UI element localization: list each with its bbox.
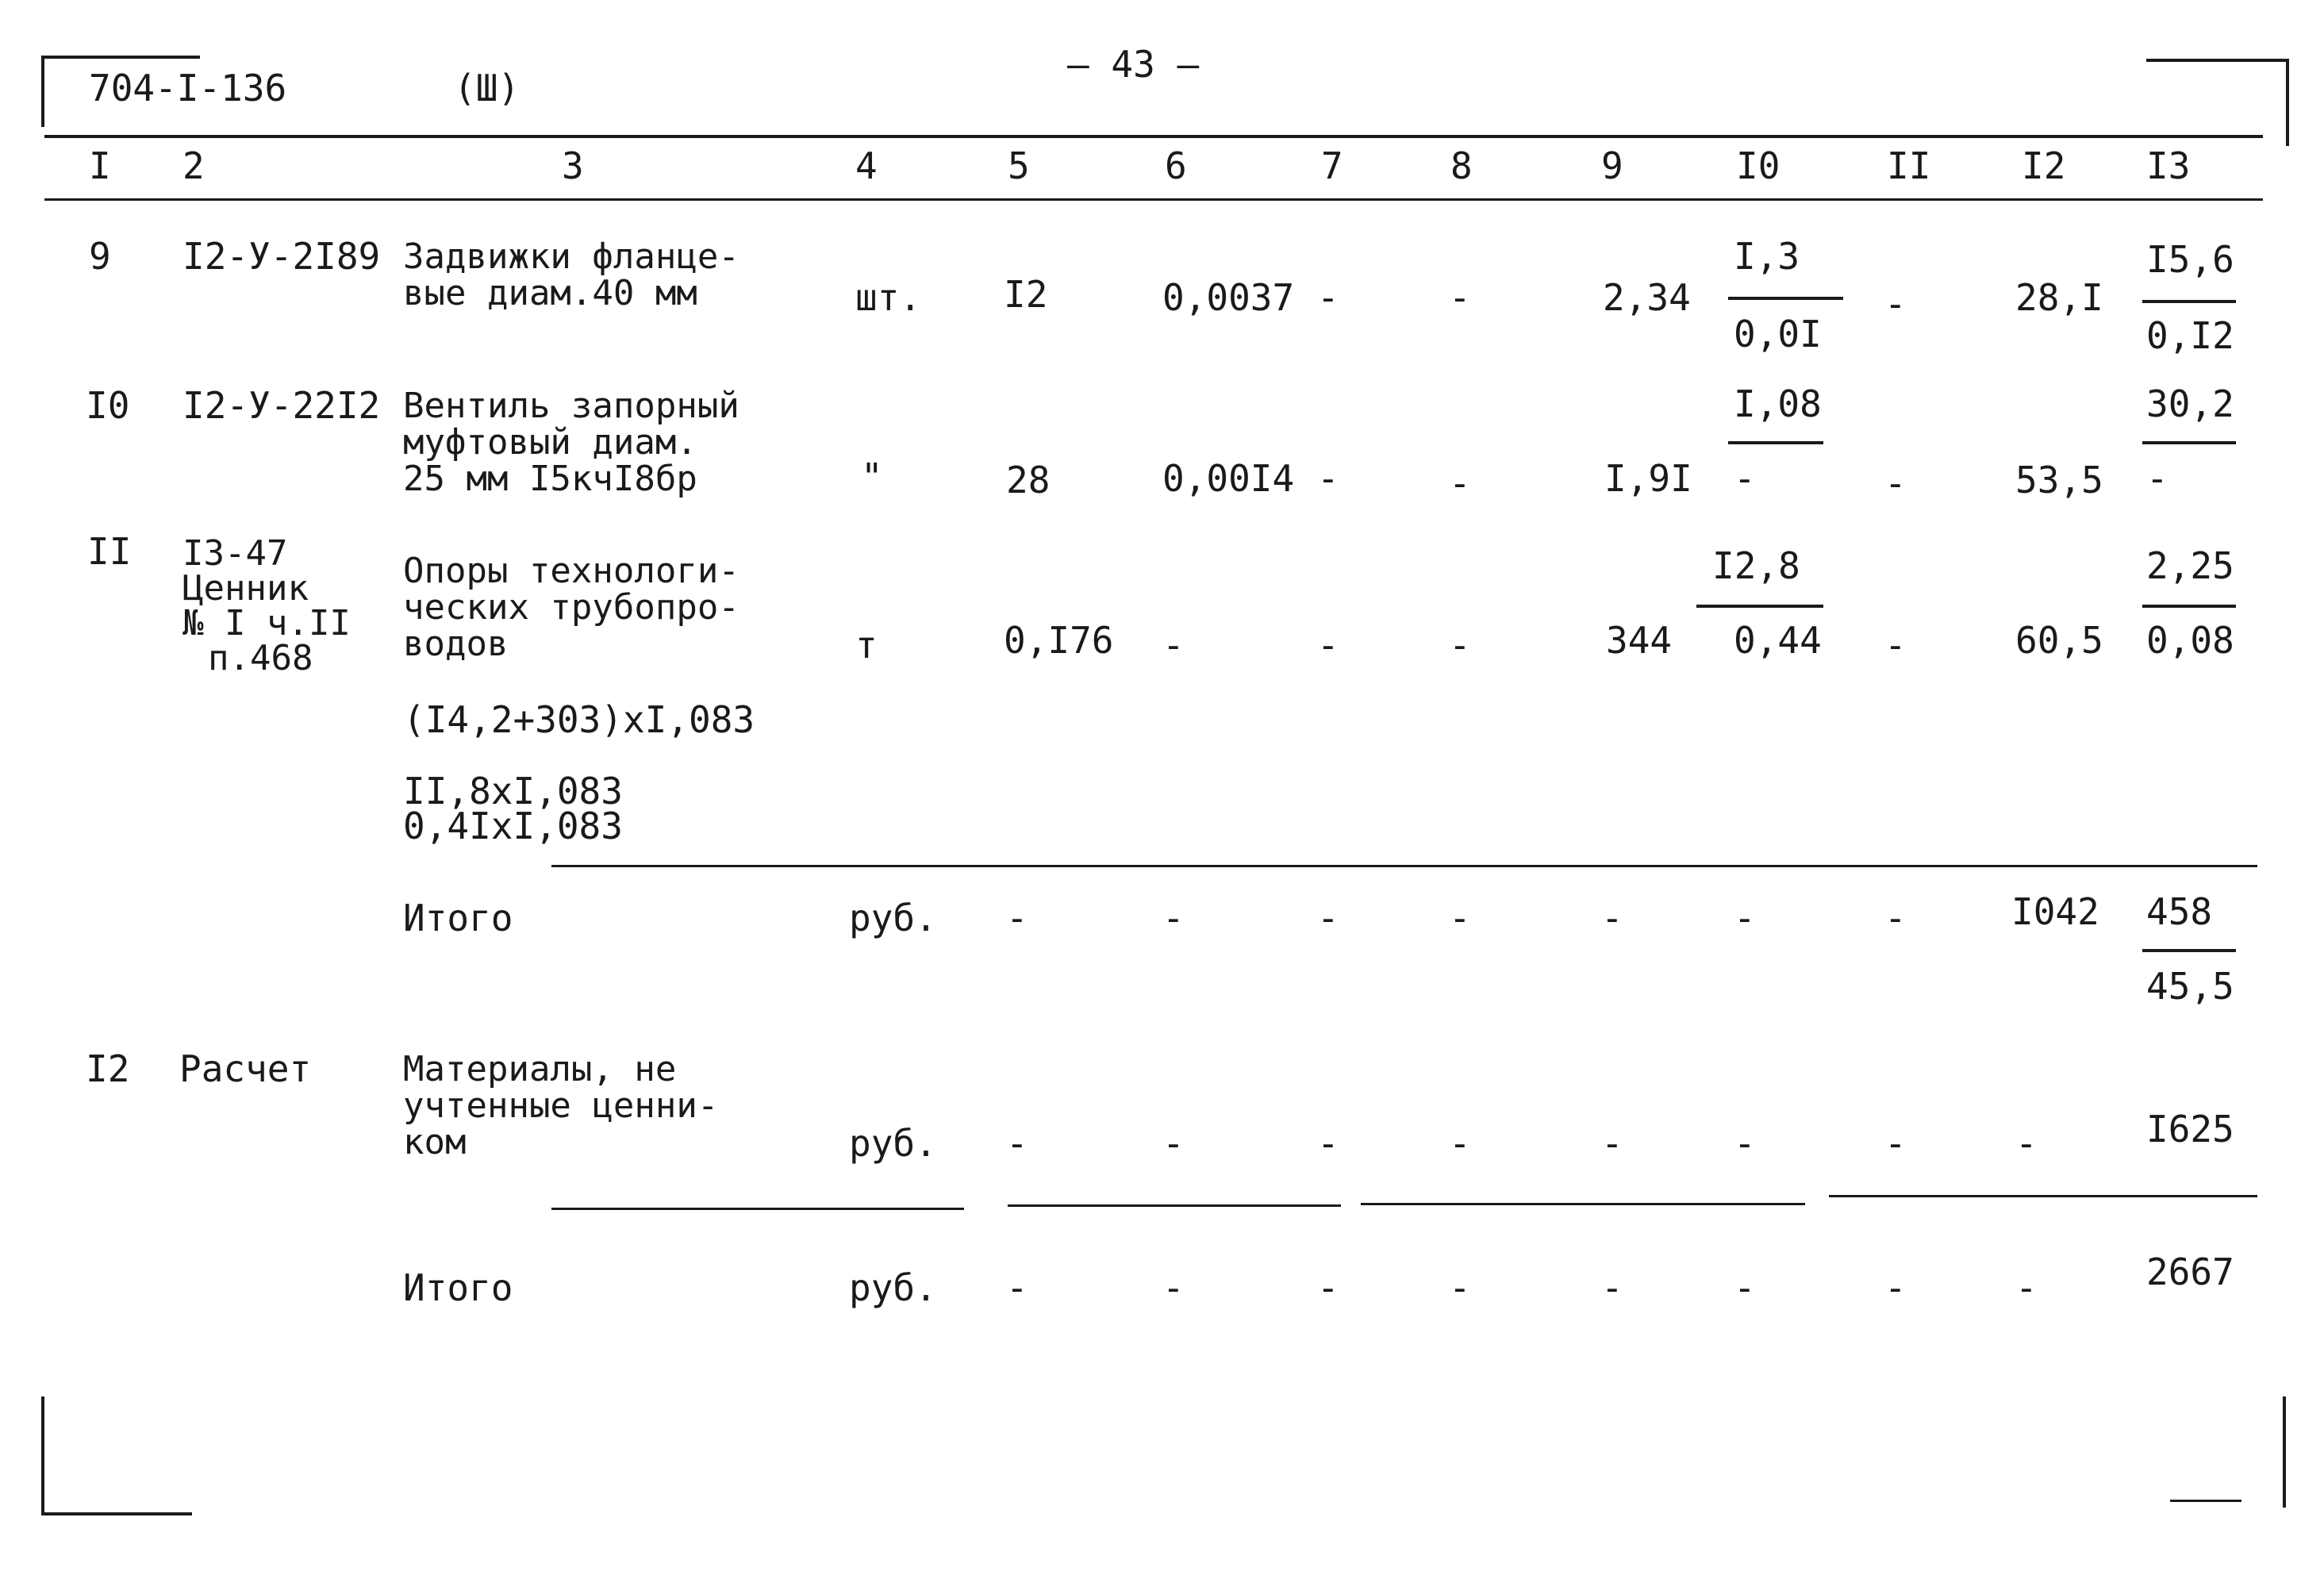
col-header-12: I2 [2022, 144, 2066, 187]
row-c7: - [1317, 276, 1339, 319]
row-c10-bottom: 0,0I [1734, 313, 1822, 355]
row-number: 9 [89, 235, 111, 278]
col-header-11: II [1887, 144, 1931, 187]
total-c11: - [1884, 897, 1907, 939]
total-unit: руб. [849, 1266, 937, 1309]
total-c10: - [1734, 897, 1756, 939]
row-c5: 0,I76 [1004, 619, 1114, 662]
row-c9: 344 [1606, 619, 1673, 662]
col-header-9: 9 [1601, 144, 1623, 187]
row-name-line: ческих трубопро- [403, 587, 739, 628]
total-separator [1829, 1195, 2257, 1197]
total-c12: I042 [2011, 890, 2099, 933]
frame-left-bottom [41, 1396, 44, 1515]
row-c11: - [1884, 282, 1907, 325]
row-c13-top: 30,2 [2146, 382, 2234, 425]
total-c5: - [1006, 1266, 1028, 1309]
row-c6: 0,00I4 [1162, 457, 1295, 500]
row-c10-top: I,3 [1734, 235, 1800, 278]
total-c13-bottom: 45,5 [2146, 965, 2234, 1008]
row-c10-bottom: 0,44 [1734, 619, 1822, 662]
row-c12: 60,5 [2015, 619, 2103, 662]
row-c6: - [1162, 624, 1185, 666]
row-name-line: учтенные ценни- [403, 1085, 719, 1126]
row-c9: - [1601, 1122, 1623, 1165]
total-separator [551, 865, 2257, 867]
row-formula: II,8хI,083 [403, 770, 623, 812]
frame-top-right [2146, 59, 2289, 62]
row-c12: 53,5 [2015, 459, 2103, 501]
col-header-4: 4 [855, 144, 878, 187]
fraction-bar [2142, 300, 2236, 303]
total-c7: - [1317, 897, 1339, 939]
total-label: Итого [403, 897, 513, 939]
frame-left-top [41, 56, 44, 127]
row-c6: - [1162, 1122, 1185, 1165]
row-c13-top: 2,25 [2146, 544, 2234, 587]
row-c5: - [1006, 1122, 1028, 1165]
row-code-line: п.468 [208, 638, 313, 678]
total-c13-top: 458 [2146, 890, 2213, 933]
total-c11: - [1884, 1266, 1907, 1309]
total-c9: - [1601, 897, 1623, 939]
row-number: II [87, 530, 132, 573]
row-c13-bottom: - [2146, 457, 2168, 500]
row-c8: - [1449, 276, 1471, 319]
row-c8: - [1449, 624, 1471, 666]
total-label: Итого [403, 1266, 513, 1309]
total-c8: - [1449, 1266, 1471, 1309]
total-c7: - [1317, 1266, 1339, 1309]
row-code-line: № I ч.II [182, 603, 351, 643]
frame-bottom-right [2170, 1500, 2241, 1502]
row-c5: I2 [1004, 273, 1048, 316]
row-c11: - [1884, 624, 1907, 666]
row-name-line: 25 мм I5кчI8бр [403, 459, 697, 499]
frame-right-bottom [2283, 1396, 2286, 1508]
row-number: I0 [86, 384, 130, 427]
row-c12: 28,I [2015, 276, 2103, 319]
total-c8: - [1449, 897, 1471, 939]
fraction-bar [2142, 605, 2236, 608]
row-c7: - [1317, 1122, 1339, 1165]
row-unit: " [861, 455, 883, 498]
page-number: — 43 — [1067, 43, 1200, 86]
fraction-bar [2142, 441, 2236, 444]
row-code: I2-У-2I89 [182, 235, 381, 278]
row-name-line: Вентиль запорный [403, 386, 739, 426]
row-unit: шт. [855, 276, 922, 319]
total-c5: - [1006, 897, 1028, 939]
row-code-line: Ценник [182, 568, 309, 609]
fraction-bar [1728, 441, 1823, 444]
col-header-7: 7 [1321, 144, 1343, 187]
col-header-10: I0 [1736, 144, 1780, 187]
frame-bottom-left [41, 1512, 192, 1515]
row-name-line: вые диам.40 мм [403, 273, 697, 313]
total-c12: - [2015, 1266, 2038, 1309]
row-name-line: водов [403, 624, 509, 664]
row-formula: 0,4IхI,083 [403, 805, 623, 847]
row-formula: (I4,2+303)хI,083 [403, 698, 755, 741]
row-c13-bottom: 0,I2 [2146, 314, 2234, 357]
col-header-6: 6 [1165, 144, 1187, 187]
total-separator [1361, 1203, 1805, 1205]
row-name-line: ком [403, 1122, 467, 1162]
row-unit: руб. [849, 1122, 937, 1165]
row-c13-bottom: 0,08 [2146, 619, 2234, 662]
doc-code: 704-I-136 [89, 67, 287, 109]
section-mark: (Ш) [454, 67, 520, 109]
row-name-line: Материалы, не [403, 1049, 677, 1089]
row-c5: 28 [1006, 459, 1051, 501]
row-c10-bottom: - [1734, 457, 1756, 500]
row-c10-top: I,08 [1734, 382, 1822, 425]
col-header-2: 2 [182, 144, 205, 187]
total-c6: - [1162, 1266, 1185, 1309]
row-number: I2 [86, 1047, 130, 1090]
fraction-bar [2142, 949, 2236, 952]
col-header-8: 8 [1450, 144, 1473, 187]
row-name-line: Опоры технологи- [403, 551, 739, 591]
row-c9: 2,34 [1603, 276, 1691, 319]
row-c6: 0,0037 [1162, 276, 1295, 319]
row-code: I2-У-22I2 [182, 384, 381, 427]
row-c10-top: I2,8 [1712, 544, 1800, 587]
row-code: Расчет [179, 1047, 312, 1090]
row-unit: т [855, 624, 878, 666]
total-separator [551, 1208, 964, 1210]
row-code-line: I3-47 [182, 533, 288, 574]
row-name-line: муфтовый диам. [403, 422, 697, 463]
fraction-bar [1696, 605, 1823, 608]
row-c12: - [2015, 1122, 2038, 1165]
total-unit: руб. [849, 897, 937, 939]
row-c8: - [1449, 462, 1471, 505]
total-c9: - [1601, 1266, 1623, 1309]
total-c13: 2667 [2146, 1250, 2234, 1293]
total-separator [1008, 1204, 1341, 1207]
row-c13-top: I5,6 [2146, 238, 2234, 281]
row-c7: - [1317, 457, 1339, 500]
row-c13: I625 [2146, 1108, 2234, 1151]
row-c8: - [1449, 1122, 1471, 1165]
col-header-1: I [89, 144, 111, 187]
header-rule-top [44, 135, 2263, 138]
total-c6: - [1162, 897, 1185, 939]
col-header-5: 5 [1008, 144, 1030, 187]
fraction-bar [1728, 297, 1843, 300]
frame-right-top [2286, 59, 2289, 146]
row-c7: - [1317, 624, 1339, 666]
row-c11: - [1884, 1122, 1907, 1165]
row-c9: I,9I [1604, 457, 1692, 500]
header-rule-bottom [44, 198, 2263, 201]
col-header-13: I3 [2146, 144, 2191, 187]
frame-top-left [41, 56, 200, 59]
row-c11: - [1884, 462, 1907, 505]
row-name-line: Задвижки фланце- [403, 236, 739, 277]
row-c10: - [1734, 1122, 1756, 1165]
total-c10: - [1734, 1266, 1756, 1309]
col-header-3: 3 [562, 144, 584, 187]
